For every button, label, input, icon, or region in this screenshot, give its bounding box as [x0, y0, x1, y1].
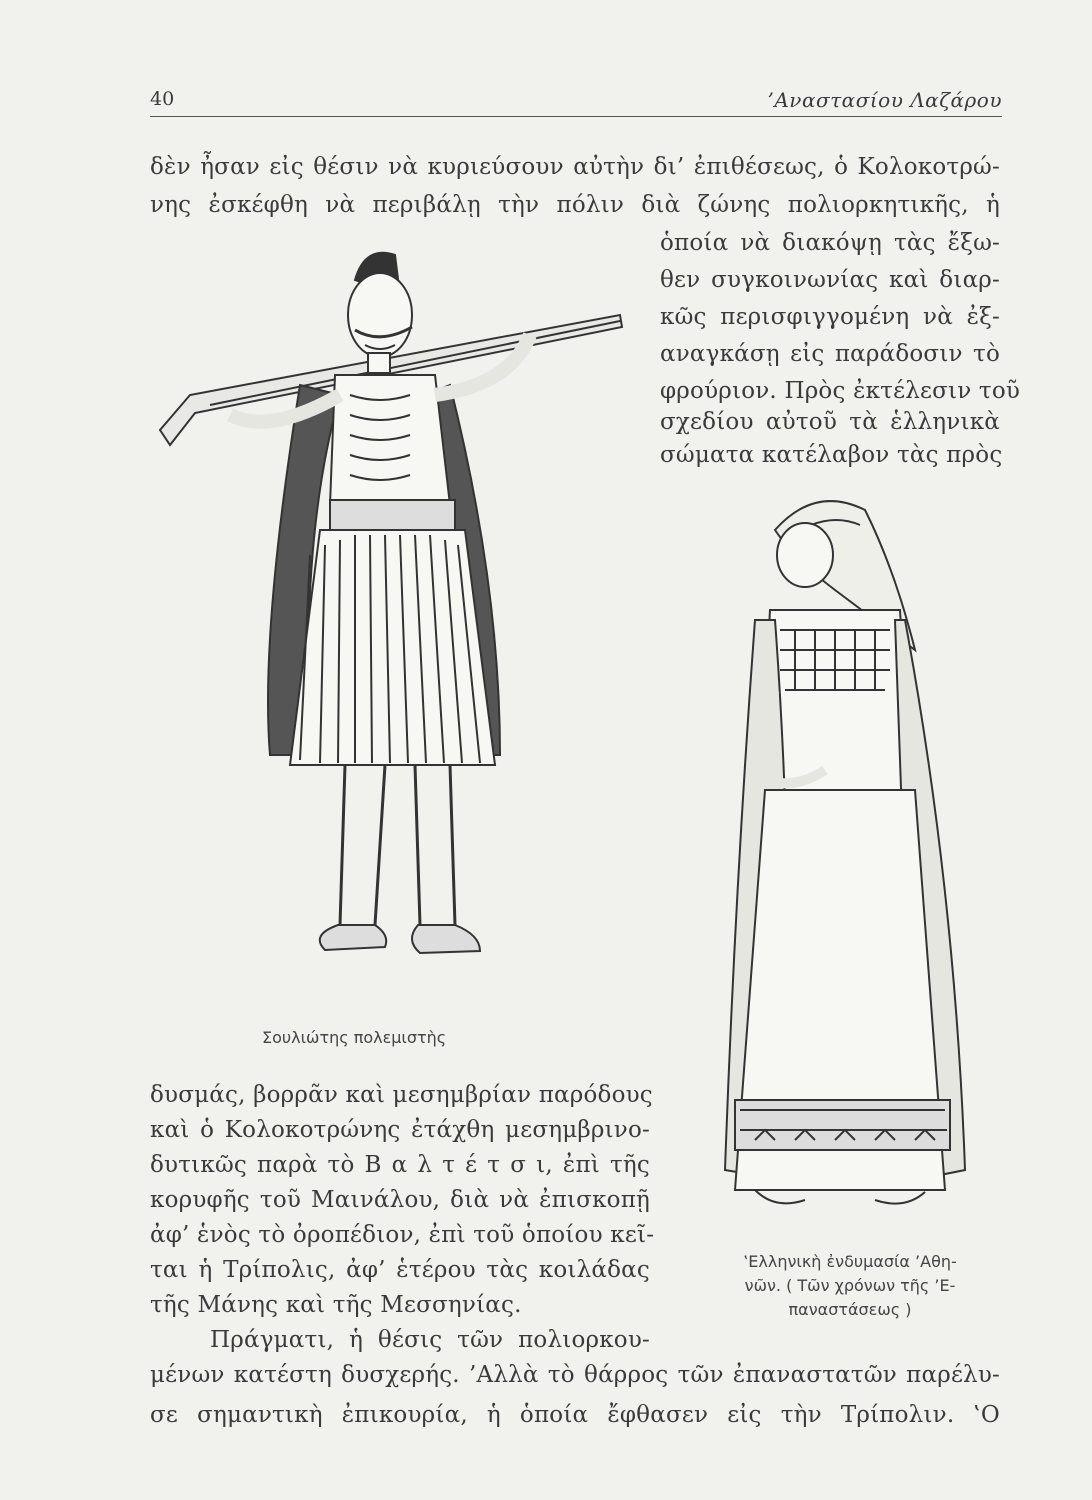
body-line: θεν συγκοινωνίας καὶ διαρ- — [660, 267, 1000, 293]
woman-caption-line: παναστάσεως ) — [788, 1300, 912, 1319]
body-line: μένων κατέστη δυσχερής. ’Αλλὰ τὸ θάρρος τῶν ἐπαναστατῶν παρέλυ- — [150, 1362, 1000, 1388]
body-line: κῶς περισφιγγομένη νὰ ἐξ- — [660, 304, 1000, 330]
page-number: 40 — [150, 88, 175, 110]
souliote-warrior-icon — [150, 235, 630, 1015]
body-line: κορυφῆς τοῦ Μαινάλου, διὰ νὰ ἐπισκοπῇ — [150, 1187, 650, 1213]
page-header — [150, 82, 1002, 117]
athenian-woman-costume-illustration — [715, 490, 985, 1220]
body-line: σχεδίου αὐτοῦ τὰ ἑλληνικὰ — [660, 409, 1000, 435]
body-line: δυτικῶς παρὰ τὸ Β α λ τ έ τ σ ι, ἐπὶ τῆς — [150, 1152, 650, 1178]
woman-caption-line: ‛Ελληνικὴ ἐνδυμασία ’Αθη- — [743, 1252, 957, 1271]
body-line: φρούριον. Πρὸς ἐκτέλεσιν τοῦ — [660, 378, 1021, 404]
souliote-warrior-illustration — [150, 235, 630, 1015]
body-line: Πράγματι, ἡ θέσις τῶν πολιορκου- — [210, 1327, 650, 1353]
body-line: ὁποία νὰ διακόψῃ τὰς ἔξω- — [660, 230, 1000, 256]
woman-caption — [690, 1250, 1010, 1322]
woman-caption-line: νῶν. ( Τῶν χρόνων τῆς ’Ε- — [744, 1276, 956, 1295]
body-line: αναγκάσῃ εἰς παράδοσιν τὸ — [660, 341, 1000, 367]
body-line: δὲν ἦσαν εἰς θέσιν νὰ κυριεύσουν αὐτὴν δι’ ἐπιθέσεως, ὁ Κολοκοτρώ- — [150, 154, 1000, 180]
body-line: τῆς Μάνης καὶ τῆς Μεσσηνίας. — [150, 1292, 522, 1318]
athenian-woman-costume-icon — [715, 490, 985, 1220]
body-line: σε σημαντικὴ ἐπικουρία, ἡ ὁποία ἔφθασεν εἰς τὴν Τρίπολιν. ‛Ο — [150, 1402, 1000, 1428]
body-line: καὶ ὁ Κολοκοτρώνης ἐτάχθη μεσημβρινο- — [150, 1117, 650, 1143]
body-line: δυσμάς, βορρᾶν καὶ μεσημβρίαν παρόδους — [150, 1082, 653, 1108]
body-line: νης ἐσκέφθη νὰ περιβάλῃ τὴν πόλιν διὰ ζώνης πολιορκητικῆς, ἡ — [150, 192, 1000, 218]
body-line: σώματα κατέλαβον τὰς πρὸς — [660, 442, 1003, 468]
running-head: ’Αναστασίου Λαζάρου — [767, 88, 1002, 112]
body-line: ἀφ’ ἑνὸς τὸ ὀροπέδιον, ἐπὶ τοῦ ὁποίου κεῖ- — [150, 1222, 655, 1248]
soldier-caption: Σουλιώτης πολεμιστὴς — [262, 1028, 447, 1047]
body-line: ται ἡ Τρίπολις, ἀφ’ ἑτέρου τὰς κοιλάδας — [150, 1257, 650, 1283]
